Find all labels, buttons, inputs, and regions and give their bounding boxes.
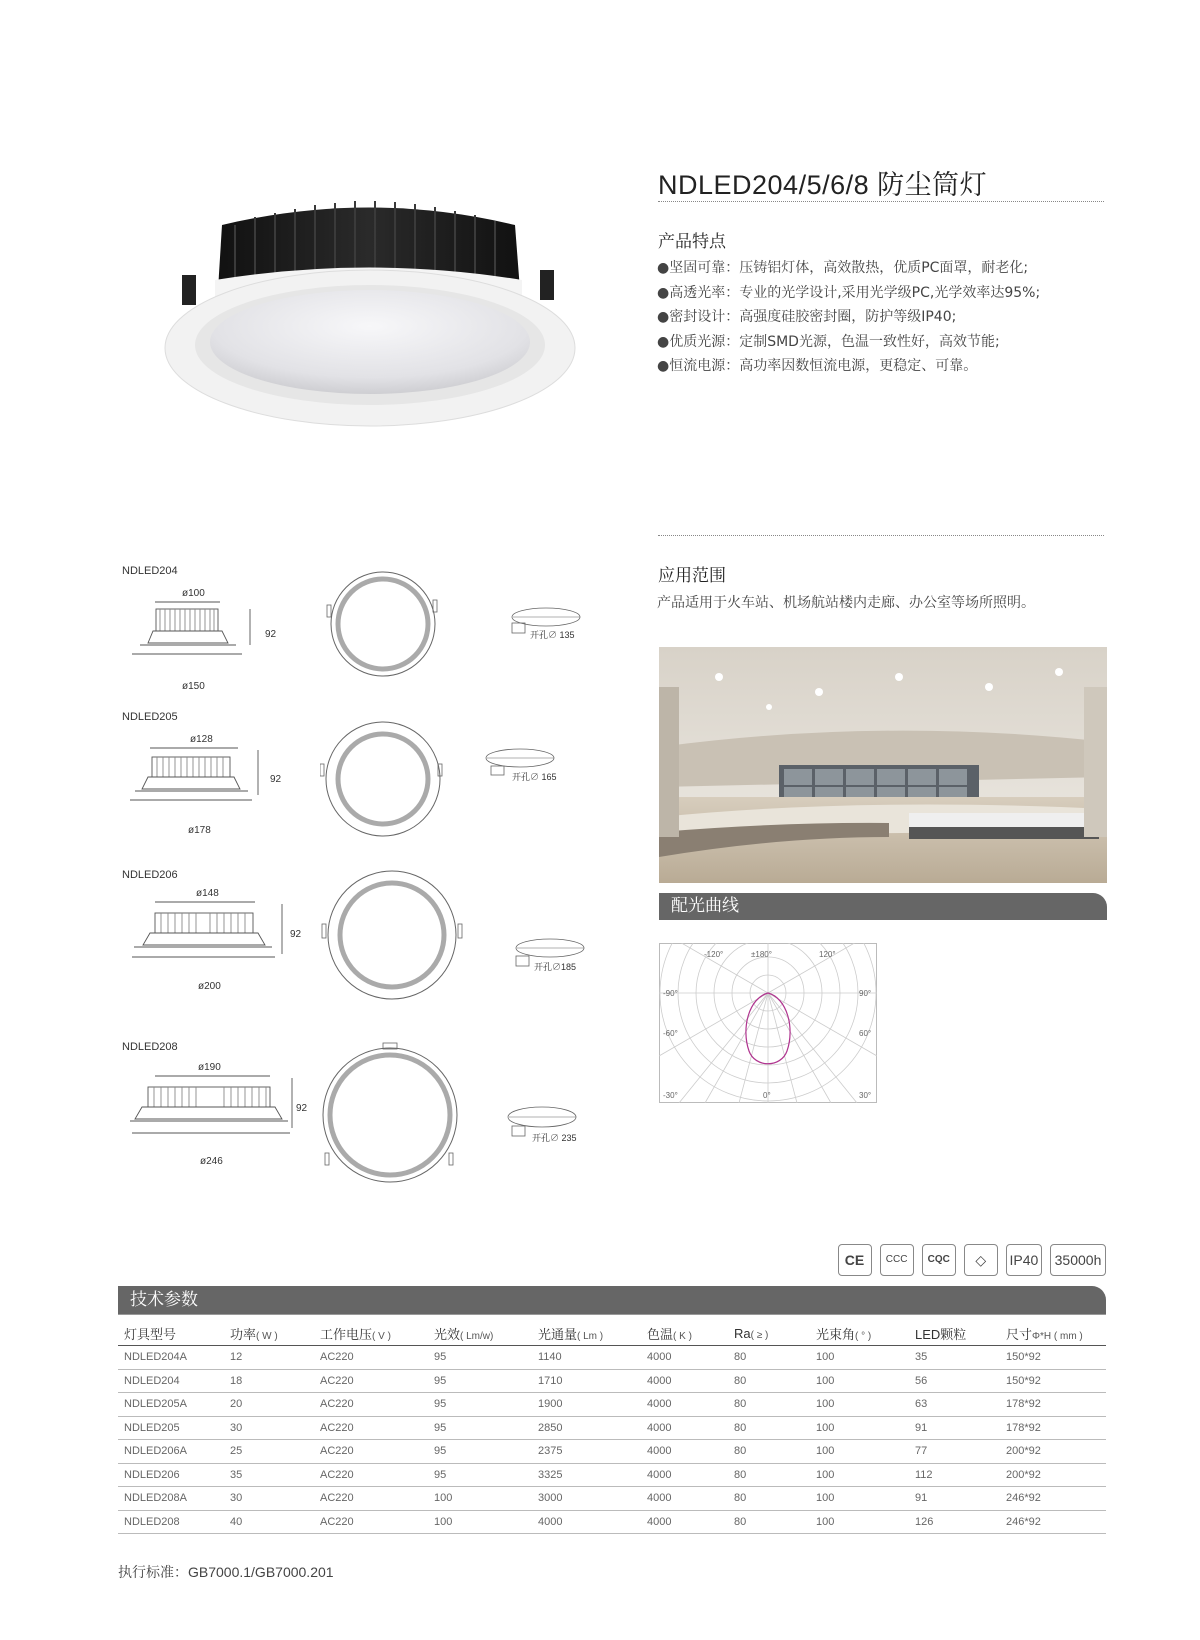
table-cell: 95 [428, 1416, 532, 1440]
table-cell: 2375 [532, 1440, 641, 1464]
table-cell: NDLED205 [118, 1416, 224, 1440]
drawing-ndled206 [120, 869, 590, 1009]
table-cell: 178*92 [1000, 1416, 1106, 1440]
column-header: 功率( W ) [224, 1321, 314, 1346]
cutout-dim: 开孔∅185 [534, 962, 577, 972]
ip40-badge: IP40 [1006, 1244, 1042, 1276]
table-cell: 63 [909, 1393, 1000, 1417]
table-cell: 200*92 [1000, 1440, 1106, 1464]
column-header: 色温( K ) [641, 1321, 728, 1346]
table-cell: 80 [728, 1393, 810, 1417]
table-cell: NDLED204 [118, 1369, 224, 1393]
table-cell: 126 [909, 1510, 1000, 1534]
table-row [118, 1393, 1106, 1417]
table-cell: 40 [224, 1510, 314, 1534]
table-cell: AC220 [314, 1416, 428, 1440]
table-cell: 30 [224, 1487, 314, 1511]
column-header: LED颗粒 [909, 1321, 1000, 1346]
table-cell: AC220 [314, 1393, 428, 1417]
feature-item: ●坚固可靠：压铸铝灯体，高效散热，优质PC面罩，耐老化; [657, 260, 1029, 276]
feature-item: ●高透光率：专业的光学设计,采用光学级PC,光学效率达95%; [657, 284, 1041, 301]
table-cell: 4000 [641, 1369, 728, 1393]
table-cell: 4000 [641, 1440, 728, 1464]
features-list [657, 256, 1040, 379]
table-cell: 1140 [532, 1346, 641, 1370]
cutout-dim: 开孔∅ 235 [532, 1133, 577, 1143]
table-cell: 112 [909, 1463, 1000, 1487]
table-cell: 100 [428, 1487, 532, 1511]
class-ii-icon: ◇ [964, 1244, 998, 1276]
specs-table [118, 1321, 1106, 1534]
table-cell: 100 [810, 1346, 909, 1370]
side-view-drawing [120, 745, 265, 825]
angle-label: -120° [704, 950, 724, 959]
table-cell: 91 [909, 1487, 1000, 1511]
angle-label: 0° [763, 1091, 771, 1100]
specs-heading-rule [118, 1314, 1106, 1315]
table-cell: 80 [728, 1510, 810, 1534]
front-view-drawing [320, 869, 465, 1001]
table-cell: NDLED208A [118, 1487, 224, 1511]
side-view-drawing [120, 599, 255, 679]
table-cell: 3325 [532, 1463, 641, 1487]
table-cell: 246*92 [1000, 1510, 1106, 1534]
table-cell: 56 [909, 1369, 1000, 1393]
title-divider [658, 201, 1104, 202]
table-cell: 150*92 [1000, 1369, 1106, 1393]
table-row [118, 1416, 1106, 1440]
drawing-ndled205 [120, 711, 590, 851]
cutout-dim: 开孔∅ 165 [512, 772, 557, 782]
column-header: 尺寸Φ*H ( mm ) [1000, 1321, 1106, 1346]
column-header: Ra( ≥ ) [728, 1321, 810, 1346]
table-cell: 246*92 [1000, 1487, 1106, 1511]
angle-label: 90° [859, 989, 872, 998]
feature-item: ●密封设计：高强度硅胶密封圈，防护等级IP40; [657, 309, 957, 325]
table-cell: NDLED206A [118, 1440, 224, 1464]
table-row [118, 1487, 1106, 1511]
cutout-dim: 开孔∅ 135 [530, 630, 575, 640]
table-cell: 4000 [641, 1346, 728, 1370]
height-dim: 92 [270, 774, 282, 785]
table-cell: 1710 [532, 1369, 641, 1393]
front-view-drawing [315, 1035, 465, 1185]
product-title: NDLED204/5/6/8 防尘筒灯 [658, 170, 988, 200]
angle-label: -60° [663, 1029, 678, 1038]
table-cell: 12 [224, 1346, 314, 1370]
table-cell: 35 [909, 1346, 1000, 1370]
cqc-mark-icon: CQC [922, 1244, 956, 1276]
angle-label: 120° [819, 950, 836, 959]
ce-mark-icon: CE [838, 1244, 872, 1276]
table-cell: 200*92 [1000, 1463, 1106, 1487]
table-cell: AC220 [314, 1346, 428, 1370]
table-cell: 4000 [532, 1510, 641, 1534]
section-divider [658, 535, 1104, 536]
table-cell: 100 [810, 1393, 909, 1417]
table-cell: 100 [810, 1463, 909, 1487]
table-cell: 35 [224, 1463, 314, 1487]
application-text: 产品适用于火车站、机场航站楼内走廊、办公室等场所照明。 [657, 595, 1035, 611]
front-view-drawing [325, 565, 445, 683]
table-cell: 100 [810, 1369, 909, 1393]
side-view-drawing [120, 899, 290, 979]
table-cell: 80 [728, 1369, 810, 1393]
table-cell: 1900 [532, 1393, 641, 1417]
angle-label: -90° [663, 989, 678, 998]
bottom-dim: ø246 [200, 1156, 223, 1167]
table-cell: 80 [728, 1440, 810, 1464]
certification-badges [835, 1244, 1106, 1276]
table-cell: 4000 [641, 1510, 728, 1534]
table-cell: 4000 [641, 1463, 728, 1487]
drawing-ndled204 [120, 565, 590, 705]
drawing-model-label: NDLED205 [122, 711, 178, 723]
table-cell: 30 [224, 1416, 314, 1440]
table-cell: 3000 [532, 1487, 641, 1511]
ccc-mark-icon: CCC [880, 1244, 914, 1276]
height-dim: 92 [290, 929, 302, 940]
table-cell: 100 [810, 1440, 909, 1464]
light-curve-heading: 配光曲线 [659, 893, 1107, 920]
table-cell: 4000 [641, 1416, 728, 1440]
column-header: 工作电压( V ) [314, 1321, 428, 1346]
table-cell: 178*92 [1000, 1393, 1106, 1417]
features-heading: 产品特点 [658, 232, 726, 252]
column-header: 光束角( ° ) [810, 1321, 909, 1346]
table-cell: NDLED204A [118, 1346, 224, 1370]
table-cell: 95 [428, 1369, 532, 1393]
table-cell: 100 [810, 1416, 909, 1440]
table-cell: 4000 [641, 1393, 728, 1417]
table-row [118, 1369, 1106, 1393]
bottom-dim: ø178 [188, 825, 211, 836]
drawing-ndled208 [120, 1041, 590, 1191]
table-row [118, 1346, 1106, 1370]
bottom-dim: ø150 [182, 681, 205, 692]
table-header-row [118, 1321, 1106, 1346]
table-row [118, 1440, 1106, 1464]
specs-heading: 技术参数 [118, 1286, 1106, 1314]
side-view-drawing [120, 1073, 300, 1153]
table-cell: AC220 [314, 1510, 428, 1534]
table-cell: AC220 [314, 1369, 428, 1393]
product-photo [160, 195, 590, 450]
table-row [118, 1463, 1106, 1487]
polar-light-curve [659, 943, 877, 1103]
application-heading: 应用范围 [658, 566, 726, 586]
application-photo [659, 647, 1107, 883]
table-cell: 20 [224, 1393, 314, 1417]
height-dim: 92 [265, 629, 277, 640]
drawing-model-label: NDLED206 [122, 869, 178, 881]
table-cell: 80 [728, 1346, 810, 1370]
column-header: 光效( Lm/w) [428, 1321, 532, 1346]
column-header: 光通量( Lm ) [532, 1321, 641, 1346]
angle-label: 60° [859, 1029, 872, 1038]
front-view-drawing [320, 719, 450, 839]
table-cell: NDLED205A [118, 1393, 224, 1417]
table-cell: NDLED206 [118, 1463, 224, 1487]
table-row [118, 1510, 1106, 1534]
table-cell: 2850 [532, 1416, 641, 1440]
table-cell: 4000 [641, 1487, 728, 1511]
table-cell: 150*92 [1000, 1346, 1106, 1370]
table-cell: 95 [428, 1463, 532, 1487]
bottom-dim: ø200 [198, 981, 221, 992]
table-cell: NDLED208 [118, 1510, 224, 1534]
table-cell: AC220 [314, 1463, 428, 1487]
top-dim: ø128 [190, 734, 213, 745]
lifetime-badge: 35000h [1050, 1244, 1106, 1276]
feature-item: ●优质光源：定制SMD光源，色温一致性好，高效节能; [657, 333, 1000, 350]
table-cell: 77 [909, 1440, 1000, 1464]
top-dim: ø100 [182, 588, 205, 599]
angle-label: 30° [859, 1091, 872, 1100]
feature-item: ●恒流电源：高功率因数恒流电源，更稳定、可靠。 [657, 358, 978, 374]
top-dim: ø190 [198, 1062, 221, 1073]
table-cell: 95 [428, 1393, 532, 1417]
table-cell: 95 [428, 1346, 532, 1370]
table-cell: 80 [728, 1487, 810, 1511]
table-cell: 80 [728, 1416, 810, 1440]
height-dim: 92 [296, 1103, 308, 1114]
table-cell: 91 [909, 1416, 1000, 1440]
table-cell: 18 [224, 1369, 314, 1393]
angle-label: -30° [663, 1091, 678, 1100]
table-cell: 100 [810, 1510, 909, 1534]
angle-label: ±180° [751, 950, 772, 959]
table-cell: 95 [428, 1440, 532, 1464]
table-cell: AC220 [314, 1487, 428, 1511]
column-header: 灯具型号 [118, 1321, 224, 1346]
table-cell: 100 [810, 1487, 909, 1511]
table-cell: 25 [224, 1440, 314, 1464]
top-dim: ø148 [196, 888, 219, 899]
table-cell: 100 [428, 1510, 532, 1534]
drawing-model-label: NDLED208 [122, 1041, 178, 1053]
table-cell: 80 [728, 1463, 810, 1487]
table-cell: AC220 [314, 1440, 428, 1464]
standard-note: 执行标准：GB7000.1/GB7000.201 [118, 1564, 334, 1580]
drawing-model-label: NDLED204 [122, 565, 178, 577]
